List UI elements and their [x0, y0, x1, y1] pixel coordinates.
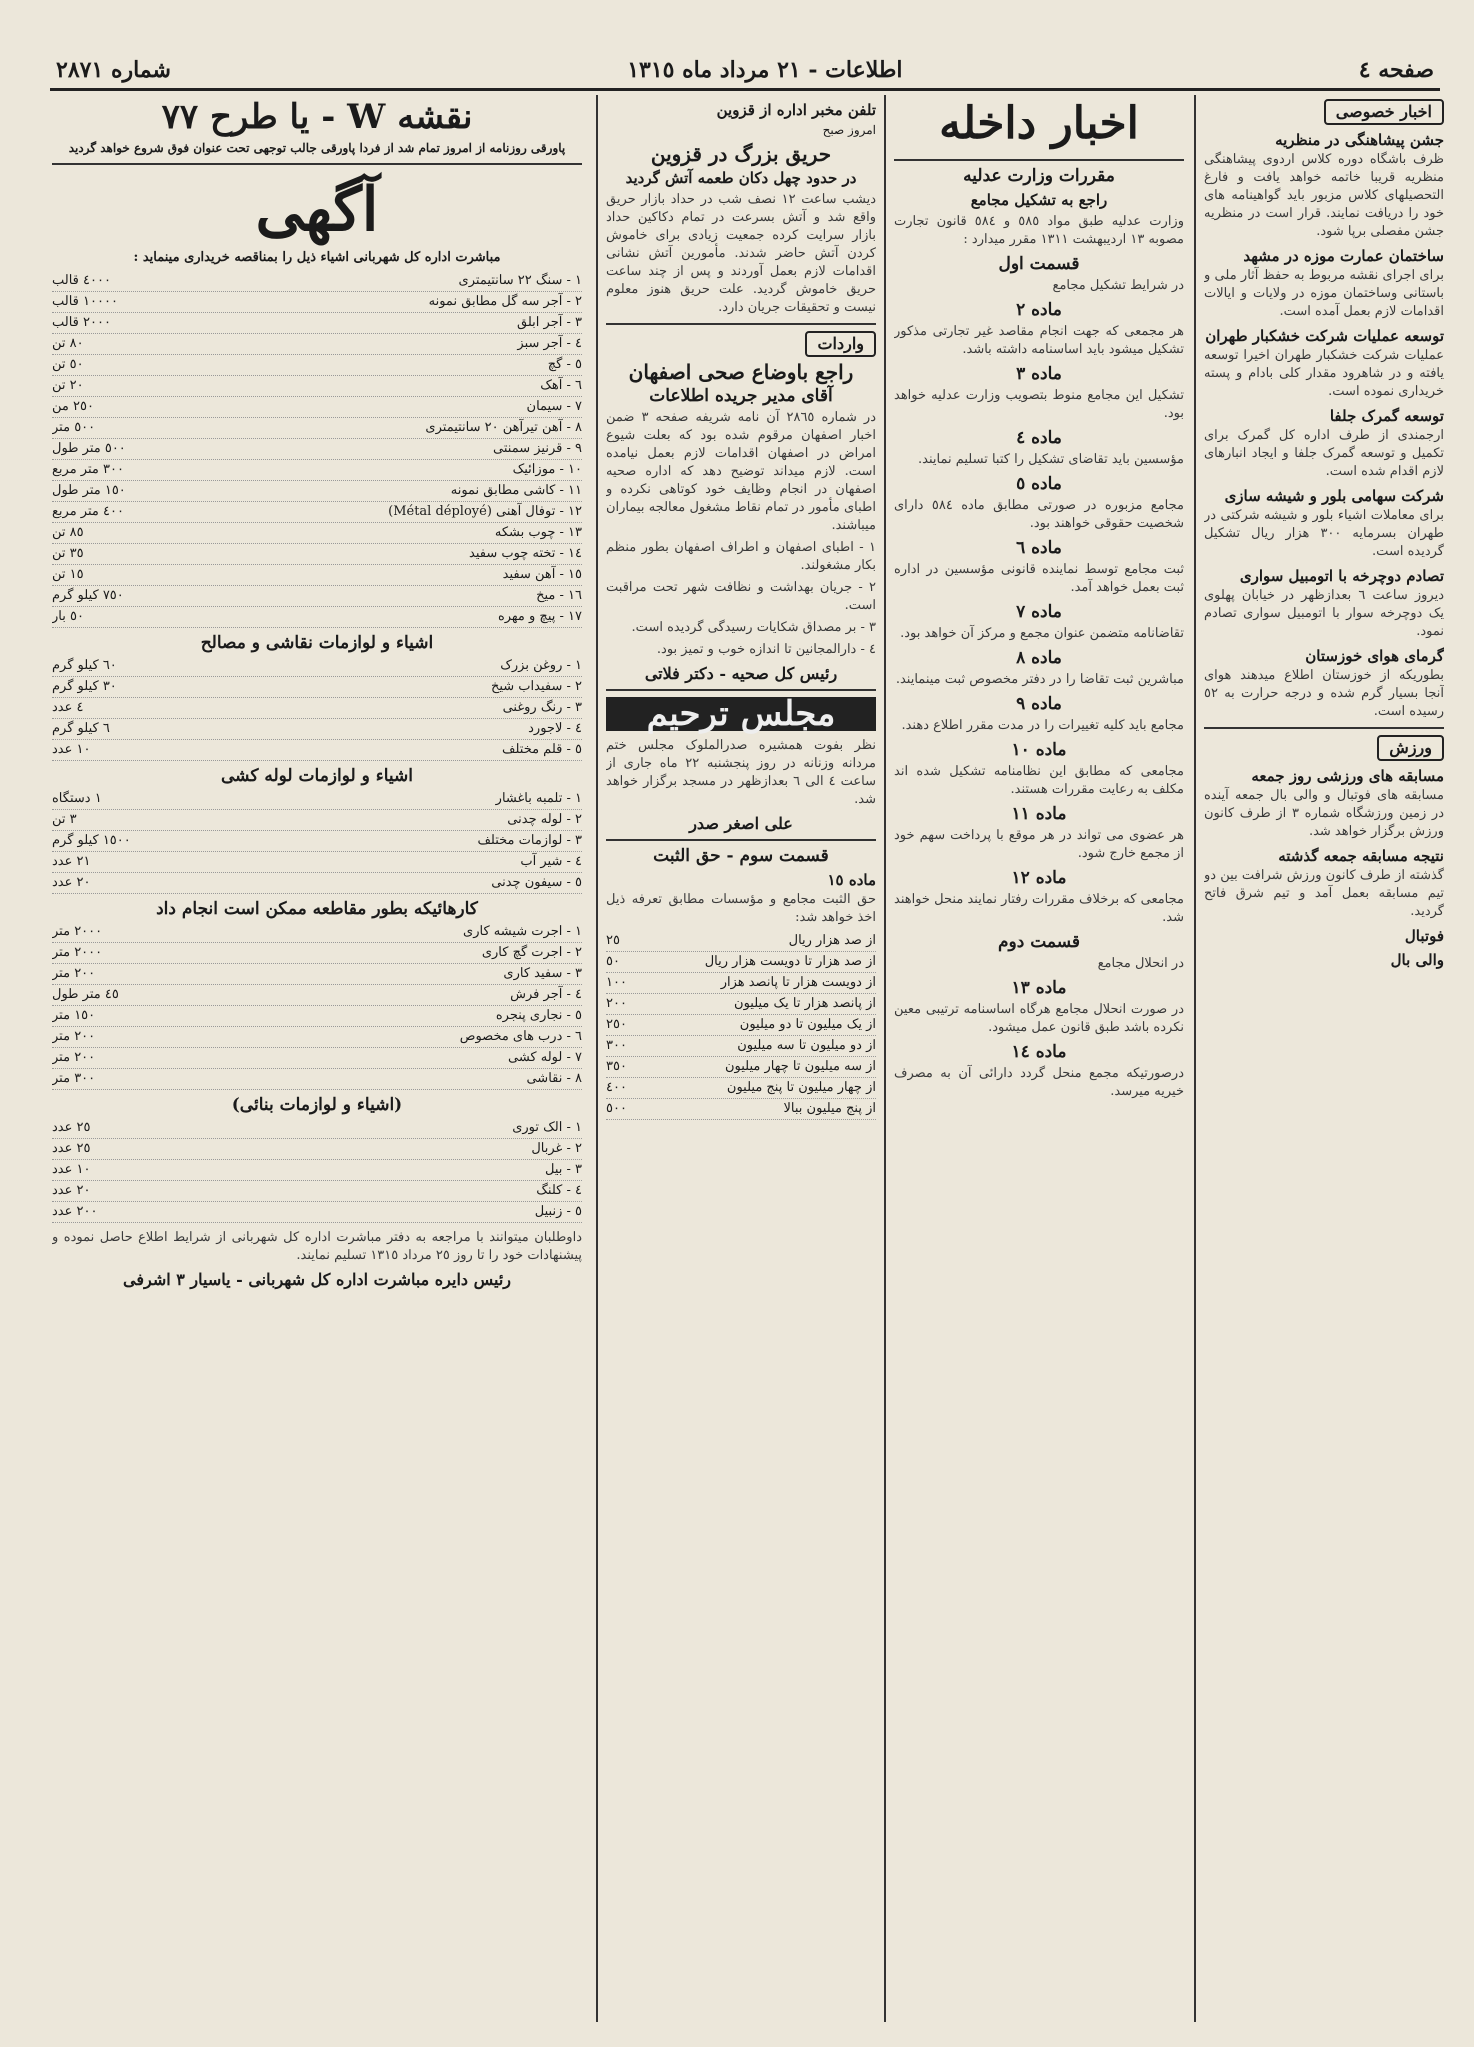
item-label: ٢ - سفیداب شیخ: [490, 679, 582, 694]
fee-bracket: از چهار میلیون تا پنج میلیون: [726, 1080, 876, 1095]
article-heading: ماده ٧: [1016, 602, 1062, 622]
fee-amount: ٥٠٠: [606, 1101, 627, 1116]
sport-result-body: گذشته از طرف کانون ورزش شرافت بین دو تیم مسابقه بعمل آمد و تیم شرق فاتح گردید.: [1204, 868, 1444, 919]
letter-title: راجع باوضاع صحی اصفهان: [628, 360, 854, 384]
item-quantity: ١٥٠ متر طول: [52, 483, 126, 498]
volleyball-heading: والی بال: [1390, 951, 1444, 969]
article-heading: قسمت دوم: [997, 932, 1081, 952]
masthead: [50, 52, 1440, 91]
item-quantity: ٣٠ کیلو گرم: [52, 679, 117, 694]
fee-row: [606, 1015, 876, 1036]
contract-row: [52, 943, 582, 964]
paint-row: [52, 677, 582, 698]
sport-result-title: نتیجه مسابقه جمعه گذشته: [1278, 847, 1444, 865]
fee-amount: ٥٠: [606, 954, 620, 969]
letter-point: ٤ - دارالمجانین تا اندازه خوب و تمیز بود.: [656, 642, 876, 657]
contract-row: [52, 1069, 582, 1090]
fee-row: [606, 1078, 876, 1099]
material-row: [52, 460, 582, 481]
item-quantity: ١٠٠٠٠ قالب: [52, 294, 118, 309]
fee-bracket: از دو میلیون تا سه میلیون: [737, 1038, 876, 1053]
item-label: ١٤ - تخته چوب سفید: [469, 546, 582, 561]
article-heading: ماده ٥: [1016, 474, 1062, 494]
item-quantity: ٣٠٠ متر: [52, 1071, 96, 1086]
material-row: [52, 313, 582, 334]
fee-row: [606, 994, 876, 1015]
item-label: ١ - تلمبه باغشار: [495, 791, 582, 806]
fire-title: حریق بزرگ در قزوین: [650, 142, 832, 166]
private-news-tag: اخبار خصوصی: [1324, 99, 1444, 125]
item-label: ٤ - لاجورد: [528, 721, 582, 736]
item-quantity: ٣٠٠ متر مربع: [52, 462, 124, 477]
item-label: ٨ - نقاشی: [526, 1071, 582, 1086]
item-label: ٤ - شیر آب: [520, 854, 582, 869]
item-label: ٤ - آجر فرش: [510, 987, 582, 1002]
item-label: ٥ - قلم مختلف: [502, 742, 582, 757]
item-quantity: ٦٠ کیلو گرم: [52, 658, 117, 673]
article-heading: ماده ١٠: [1011, 740, 1067, 760]
letter-point: ٢ - جریان بهداشت و نظافت شهر تحت مراقبت است.: [606, 580, 876, 613]
letter-points: [606, 539, 876, 659]
item-quantity: ٧٥٠ کیلو گرم: [52, 588, 124, 603]
news-item-body: برای اجرای نقشه مربوط به حفظ آثار ملی و باستانی وساختمان موزه در ولایات و ایالات اقدامات لازم بعمل آمده است.: [1204, 268, 1444, 319]
item-label: ١٢ - توفال آهنی (Métal déployé): [388, 504, 582, 519]
material-row: [52, 418, 582, 439]
paint-list: [52, 656, 582, 761]
paint-row: [52, 698, 582, 719]
item-label: ١٧ - پیچ و مهره: [497, 609, 582, 624]
article-text: مجامع مزبوره در صورتی مطابق ماده ٥٨٤ دارای شخصیت حقوقی خواهند بود.: [894, 498, 1184, 531]
item-label: ٥ - سیفون چدنی: [491, 875, 582, 890]
contract-row: [52, 985, 582, 1006]
materials-list: [52, 271, 582, 628]
item-label: ٢ - لوله چدنی: [507, 812, 582, 827]
material-row: [52, 607, 582, 628]
article-heading: قسمت اول: [998, 254, 1080, 274]
item-quantity: ٢٠٠ متر: [52, 966, 96, 981]
news-item-body: عملیات شرکت خشکبار طهران اخیرا توسعه یافته و در شاهرود مقدار کلی بادام و پسته خریداری نموده است.: [1204, 348, 1444, 399]
article-heading: ماده ٣: [1016, 364, 1062, 384]
article-heading: ماده ٤: [1016, 428, 1062, 448]
letter-body: در شماره ٢٨٦٥ آن نامه شریفه صفحه ٣ ضمن اخبار اصفهان مرقوم شده بود که بعلت شیوع امراض در اصفهان اقدامات لازم بعمل نیامده است. لازم میداند توضیح دهد که اداره صحیه اصفهان در انجام وظایف خود کوتاهی نکرده و اطبای مأمور در تمام نقاط مشغول معالجه بیماران میباشند.: [606, 410, 876, 533]
paint-row: [52, 656, 582, 677]
article-text: درصورتیکه مجمع منحل گردد دارائی آن به مصرف خیریه میرسد.: [894, 1066, 1184, 1099]
item-label: ٢ - آجر سه گل مطابق نمونه: [428, 294, 582, 309]
item-quantity: ١٥٠ متر: [52, 1008, 96, 1023]
item-quantity: ٢٠ تن: [52, 378, 84, 393]
material-row: [52, 271, 582, 292]
ad-signature: رئیس دایره مباشرت اداره کل شهربانی - یاسیار ٣ اشرفی: [123, 1270, 511, 1289]
news-item-body: ظرف باشگاه دوره کلاس اردوی پیشاهنگی منظریه قریبا خاتمه خواهد یافت و فارغ التحصیلهای کلاس مزبور باید گواهینامه های خود را دریافت نمایند. قرار است در منظریه جشن مفصلی برپا شود.: [1204, 152, 1444, 239]
article-text: مجامعی که مطابق این نظامنامه تشکیل شده اند مکلف به رعایت مقررات هستند.: [894, 764, 1184, 797]
item-quantity: ٤٠٠ متر مربع: [52, 504, 124, 519]
item-label: ٤ - آجر سبز: [517, 336, 582, 351]
article-text: هر عضوی می تواند در هر موقع با پرداخت سهم خود از مجمع خارج شود.: [894, 828, 1184, 861]
domestic-news-title: اخبار داخله: [939, 98, 1139, 149]
item-quantity: ١ دستگاه: [52, 791, 102, 806]
contract-row: [52, 1048, 582, 1069]
item-quantity: ٢٥٠ من: [52, 399, 94, 414]
material-row: [52, 502, 582, 523]
news-item-title: توسعه گمرک جلفا: [1329, 407, 1444, 425]
item-label: ٣ - آجر ابلق: [517, 315, 582, 330]
item-quantity: ٤٥ متر طول: [52, 987, 119, 1002]
paint-row: [52, 719, 582, 740]
article-text: مجامع باید کلیه تغییرات را در مدت مقرر اطلاع دهند.: [901, 718, 1184, 733]
masonry-row: [52, 1160, 582, 1181]
article-text: مؤسسین باید تقاضای تشکیل را کتبا تسلیم نمایند.: [918, 452, 1184, 467]
mourning-body: نظر بفوت همشیره صدرالملوک مجلس ختم مردانه وزنانه در روز پنجشنبه ٢٢ ماه جاری از ساعت ٤ الی ٦ بعدازظهر در مسجد برگزار خواهد شد.: [606, 738, 876, 807]
contract-title: کارهائیکه بطور مقاطعه ممکن است انجام داد: [156, 899, 478, 919]
item-label: ٦ - آهک: [540, 378, 582, 393]
private-news-list: [1204, 131, 1444, 721]
news-item-title: جشن پیشاهنگی در منظریه: [1275, 131, 1444, 149]
item-label: ٧ - لوله کشی: [507, 1050, 582, 1065]
fee-article: ماده ١٥: [827, 871, 876, 889]
item-quantity: ٥٠٠ متر طول: [52, 441, 126, 456]
item-quantity: ٢٠ عدد: [52, 1183, 91, 1198]
item-label: ١٥ - آهن سفید: [502, 567, 582, 582]
article-text: در انحلال مجامع: [1097, 956, 1184, 971]
item-label: ١ - اجرت شیشه کاری: [463, 924, 582, 939]
fee-bracket: از پانصد هزار تا یک میلیون: [734, 996, 876, 1011]
decree-title: مقررات وزارت عدلیه: [963, 166, 1115, 186]
item-quantity: ٢٠٠٠ متر: [52, 924, 103, 939]
ad-closing: داوطلبان میتوانند با مراجعه به دفتر مباشرت اداره کل شهربانی از شرایط اطلاع حاصل نموده و پیشنهادات خود را تا روز ٢٥ مرداد ١٣١٥ تسلیم نمایند.: [52, 1230, 582, 1263]
pipe-row: [52, 873, 582, 894]
masthead-date: اطلاعات - ٢١ مرداد ماه ١٣١٥: [627, 57, 903, 83]
news-item-body: برای معاملات اشیاء بلور و شیشه شرکتی در طهران بسرمایه ٣٠٠ هزار ریال تشکیل گردیده است.: [1204, 508, 1444, 559]
issue-number: شماره ٢٨٧١: [56, 57, 171, 83]
news-item-title: شرکت سهامی بلور و شیشه سازی: [1224, 487, 1444, 505]
item-label: ٣ - بیل: [544, 1162, 582, 1177]
item-label: ٣ - رنگ روغنی: [502, 700, 582, 715]
item-quantity: ٢٠٠ متر: [52, 1029, 96, 1044]
contract-row: [52, 1027, 582, 1048]
fee-row: [606, 1057, 876, 1078]
item-label: ١ - روغن بزرک: [500, 658, 582, 673]
letter-signature: رئیس کل صحیه - دکتر فلاتی: [644, 664, 838, 683]
fee-amount: ١٠٠: [606, 975, 627, 990]
serial-banner: نقشه W - یا طرح ۷۷: [161, 97, 473, 137]
news-item-body: دیروز ساعت ٦ بعدازظهر در خیابان پهلوی یک دوچرخه سوار با اتومبیل سواری تصادم نمود.: [1204, 588, 1444, 639]
masonry-row: [52, 1118, 582, 1139]
page-number: صفحه ٤: [1358, 57, 1434, 83]
article-text: ثبت مجامع توسط نماینده قانونی مؤسسین در اداره ثبت بعمل خواهد آمد.: [894, 562, 1184, 595]
decree-intro: وزارت عدلیه طبق مواد ٥٨٥ و ٥٨٤ قانون تجارت مصوبه ١٣ اردیبهشت ١٣١١ مقرر میدارد :: [894, 214, 1184, 247]
pipe-row: [52, 789, 582, 810]
item-quantity: ٨٥ تن: [52, 525, 84, 540]
article-heading: ماده ٨: [1016, 648, 1062, 668]
fee-bracket: از سه میلیون تا چهار میلیون: [724, 1059, 876, 1074]
article-text: در شرایط تشکیل مجامع: [1052, 278, 1184, 293]
column-domestic-news: [894, 95, 1184, 2022]
decree-articles: [894, 255, 1184, 1101]
item-label: ١ - سنگ ٢٢ سانتیمتری: [458, 273, 582, 288]
pipe-list: [52, 789, 582, 894]
contract-row: [52, 1006, 582, 1027]
article-text: در صورت انحلال مجامع هرگاه اساسنامه ترتیبی معین نکرده باشد طبق قانون عمل میشود.: [894, 1002, 1184, 1035]
news-item-title: توسعه عملیات شرکت خشکبار طهران: [1205, 327, 1444, 345]
mourning-signature: علی اصغر صدر: [689, 814, 793, 833]
material-row: [52, 586, 582, 607]
fee-row: [606, 973, 876, 994]
article-heading: ماده ١٢: [1011, 868, 1067, 888]
pipe-title: اشیاء و لوازمات لوله کشی: [220, 766, 414, 786]
fee-bracket: از پنج میلیون ببالا: [783, 1101, 876, 1116]
sport-tag: ورزش: [1377, 735, 1444, 761]
item-label: ٧ - سیمان: [526, 399, 582, 414]
article-text: تشکیل این مجامع منوط بتصویب وزارت عدلیه خواهد بود.: [894, 388, 1184, 421]
column-advertisement: [52, 95, 582, 2022]
item-quantity: ٢٠٠ عدد: [52, 1204, 98, 1219]
fee-amount: ٢٠٠: [606, 996, 627, 1011]
masonry-list: [52, 1118, 582, 1223]
item-label: ١٠ - موزائیک: [512, 462, 582, 477]
fee-table: [606, 931, 876, 1120]
material-row: [52, 355, 582, 376]
item-quantity: ١٠ عدد: [52, 1162, 91, 1177]
football-heading: فوتبال: [1404, 927, 1444, 945]
item-label: ٣ - سفید کاری: [503, 966, 582, 981]
sport-body: مسابقه های فوتبال و والی بال جمعه آینده در زمین ورزشگاه شماره ٣ از طرف کانون ورزش برگزار خواهد شد.: [1204, 788, 1444, 839]
material-row: [52, 481, 582, 502]
material-row: [52, 397, 582, 418]
fee-row: [606, 952, 876, 973]
ad-intro: مباشرت اداره کل شهربانی اشیاء ذیل را بمناقصه خریداری مینماید :: [133, 250, 501, 265]
column-qazvin-letters: [606, 95, 876, 2022]
item-label: ١ - الک توری: [512, 1120, 582, 1135]
item-label: ٨ - آهن تیرآهن ٢٠ سانتیمتری: [425, 420, 582, 435]
contract-row: [52, 922, 582, 943]
fee-bracket: از صد هزار ریال: [788, 933, 876, 948]
article-heading: ماده ٦: [1016, 538, 1062, 558]
decree-subtitle: راجع به تشکیل مجامع: [970, 191, 1108, 209]
fee-bracket: از صد هزار تا دویست هزار ریال: [704, 954, 876, 969]
letter-addressee: آقای مدیر جریده اطلاعات: [649, 386, 833, 406]
item-quantity: ٣ تن: [52, 812, 77, 827]
masonry-row: [52, 1202, 582, 1223]
fee-intro: حق الثبت مجامع و مؤسسات مطابق تعرفه ذیل اخذ خواهد شد:: [606, 892, 876, 925]
article-text: مباشرین ثبت تقاضا را در دفتر مخصوص ثبت مینمایند.: [895, 672, 1184, 687]
material-row: [52, 376, 582, 397]
item-quantity: ٢٠٠٠ قالب: [52, 315, 111, 330]
news-item-body: ارجمندی از طرف اداره کل گمرک برای تکمیل و توسعه گمرک جلفا و ایجاد انبارهای لازم اقدام شده است.: [1204, 428, 1444, 479]
paint-title: اشیاء و لوازمات نقاشی و مصالح: [200, 633, 434, 653]
fee-row: [606, 931, 876, 952]
item-quantity: ٥٠ بار: [52, 609, 84, 624]
item-label: ١١ - کاشی مطابق نمونه: [450, 483, 582, 498]
item-label: ٥ - زنبیل: [534, 1204, 582, 1219]
item-quantity: ٨٠ تن: [52, 336, 84, 351]
paint-row: [52, 740, 582, 761]
letter-point: ٣ - بر مصداق شکایات رسیدگی گردیده است.: [631, 620, 876, 635]
item-label: ١٣ - چوب بشکه: [494, 525, 582, 540]
fee-row: [606, 1036, 876, 1057]
fee-amount: ٣٥٠: [606, 1059, 627, 1074]
material-row: [52, 334, 582, 355]
item-quantity: ٤٠٠٠ قالب: [52, 273, 111, 288]
item-label: ١٦ - میخ: [536, 588, 582, 603]
article-heading: ماده ١٤: [1011, 1042, 1067, 1062]
article-heading: ماده ٢: [1016, 300, 1062, 320]
material-row: [52, 292, 582, 313]
article-heading: ماده ٩: [1016, 694, 1062, 714]
mourning-title: مجلس ترحیم: [606, 697, 876, 731]
news-item-body: بطوریکه از خوزستان اطلاع میدهند هوای آنجا بسیار گرم شده و درجه حرارت به ٥٢ رسیده است.: [1204, 668, 1444, 719]
fee-amount: ٢٥: [606, 933, 620, 948]
fire-body: دیشب ساعت ١٢ نصف شب در حداد بازار حریق واقع شد و آتش بسرعت در تمام دکاکین حداد بازار سرایت کرده جمعیت زیادی برای خاموش کردن آتش حاضر شدند. مأمورین آتش نشانی اقدامات لازم بعمل آوردند و پس از چند ساعت حریق خاموش گردید. علت حریق هنوز معلوم نیست و تحقیقات جریان دارد.: [606, 192, 876, 315]
article-text: مجامعی که برخلاف مقررات رفتار نمایند منحل خواهند شد.: [894, 892, 1184, 925]
news-item-title: ساختمان عمارت موزه در مشهد: [1243, 247, 1444, 265]
item-quantity: ٥٠ تن: [52, 357, 84, 372]
article-heading: ماده ١١: [1011, 804, 1067, 824]
news-item-title: گرمای هوای خوزستان: [1305, 647, 1444, 665]
item-quantity: ٤ عدد: [52, 700, 84, 715]
item-quantity: ١٥ تن: [52, 567, 84, 582]
letter-point: ١ - اطبای اصفهان و اطراف اصفهان بطور منظم بکار مشغولند.: [606, 540, 876, 573]
today-label: امروز صبح: [822, 123, 876, 137]
item-label: ٥ - گچ: [547, 357, 582, 372]
item-quantity: ٢٠ عدد: [52, 875, 91, 890]
item-label: ٥ - نجاری پنجره: [495, 1008, 582, 1023]
fee-section-title: قسمت سوم - حق الثبت: [653, 846, 829, 866]
article-text: هر مجمعی که جهت انجام مقاصد غیر تجارتی مذکور تشکیل میشود باید اساسنامه داشته باشد.: [894, 324, 1184, 357]
item-quantity: ٦ کیلو گرم: [52, 721, 110, 736]
material-row: [52, 565, 582, 586]
column-private-news: [1204, 95, 1444, 2022]
masonry-row: [52, 1181, 582, 1202]
pipe-row: [52, 810, 582, 831]
phone-title: تلفن مخبر اداره از قزوین: [716, 101, 876, 119]
item-quantity: ٢٥ عدد: [52, 1120, 91, 1135]
item-quantity: ٥٠٠ متر: [52, 420, 96, 435]
item-label: ٤ - کلنگ: [536, 1183, 582, 1198]
item-label: ٩ - قرنیز سمنتی: [493, 441, 582, 456]
item-quantity: ٢٠٠ متر: [52, 1050, 96, 1065]
item-quantity: ٢١ عدد: [52, 854, 91, 869]
ad-heading: آگهی: [255, 175, 379, 245]
item-quantity: ١٥٠٠ کیلو گرم: [52, 833, 131, 848]
masonry-title: (اشیاء و لوازمات بنائی): [231, 1095, 403, 1115]
item-label: ٦ - درب های مخصوص: [459, 1029, 582, 1044]
pipe-row: [52, 852, 582, 873]
fee-amount: ٤٠٠: [606, 1080, 627, 1095]
material-row: [52, 544, 582, 565]
fee-amount: ٣٠٠: [606, 1038, 627, 1053]
fire-subtitle: در حدود چهل دکان طعمه آتش گردید: [625, 169, 857, 187]
material-row: [52, 439, 582, 460]
item-quantity: ٣٥ تن: [52, 546, 84, 561]
item-quantity: ١٠ عدد: [52, 742, 91, 757]
masonry-row: [52, 1139, 582, 1160]
news-item-title: تصادم دوچرخه با اتومبیل سواری: [1239, 567, 1444, 585]
fee-bracket: از دویست هزار تا پانصد هزار: [720, 975, 876, 990]
article-heading: ماده ١٣: [1011, 978, 1067, 998]
fee-bracket: از یک میلیون تا دو میلیون: [739, 1017, 876, 1032]
fee-row: [606, 1099, 876, 1120]
article-text: تقاضانامه متضمن عنوان مجمع و مرکز آن خواهد بود.: [900, 626, 1184, 641]
item-label: ٣ - لوازمات مختلف: [477, 833, 582, 848]
letters-tag: واردات: [805, 331, 876, 357]
item-label: ٢ - اجرت گچ کاری: [481, 945, 582, 960]
material-row: [52, 523, 582, 544]
fee-amount: ٢٥٠: [606, 1017, 627, 1032]
contract-list: [52, 922, 582, 1090]
item-label: ٢ - غربال: [531, 1141, 582, 1156]
pipe-row: [52, 831, 582, 852]
serial-note: پاورقی روزنامه از امروز تمام شد از فردا پاورقی جالب توجهی تحت عنوان فوق شروع خواهد گردید: [68, 141, 566, 155]
contract-row: [52, 964, 582, 985]
item-quantity: ٢٠٠٠ متر: [52, 945, 103, 960]
item-quantity: ٢٥ عدد: [52, 1141, 91, 1156]
sport-title: مسابقه های ورزشی روز جمعه: [1251, 767, 1444, 785]
